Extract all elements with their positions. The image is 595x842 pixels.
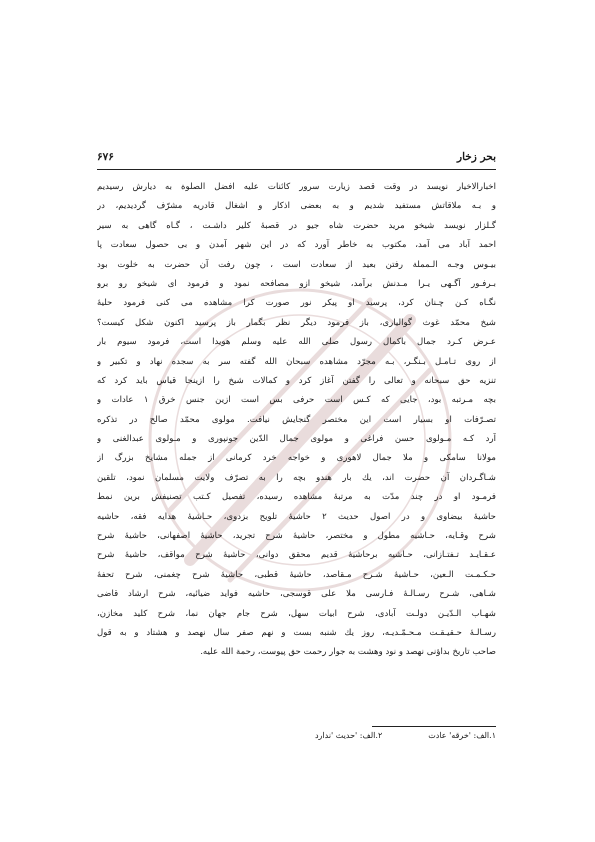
text-line: بـرفـور آگـهی یـرا مـدنش برآمد، شیخو ازو مصافحه نمود و فرمود ای شیخو رو برو — [97, 278, 496, 289]
text-line: شـاهی، شـرح رسـالـهٔ فـارسی ملا علی قوسجی، حاشیه فواید ضیائیه، شرح ارشاد قاضی — [97, 589, 496, 600]
footnotes — [97, 729, 496, 743]
text-line: مولانا سامکی و ملا جمال لاهوری و خواجه خرد کرمانی از جمله مشایخ بزرگ از — [97, 453, 496, 464]
footnote-2: ۲.الف: 'حدیث 'ندارد — [314, 731, 383, 740]
text-line: شرح وقـایه، حـاشیه مطول و مختصر، حاشیهٔ شرح تجرید، حاشیهٔ اصفهانی، حاشیهٔ شرح — [97, 531, 496, 542]
text-line: شیخ محمّد غوث گوالیاری، باز فرمود دیگر نظر بگمار باز پرسید اکنون شکل کیست؟ — [97, 317, 496, 328]
footnote-1: ۱.الف: 'خرقه' عادت — [428, 731, 496, 740]
page-number: ۶۷۶ — [97, 151, 114, 163]
text-line: نگـاه کـن چـنان کرد، پرسید او پیکر نور صورت کرا مشاهده می کنی فرمود حلیهٔ — [97, 298, 496, 309]
page-header — [97, 148, 496, 170]
text-line: گـلزار نویسد شیخو مرید حضرت شاه جیو در قصبهٔ کلیر داشـت ، گـاه گاهی به سیر — [97, 220, 496, 231]
text-line: صاحب تاریخ بداؤنی نهصد و نود وهشت به جوار رحمت حق پیوست، رحمة الله علیه. — [200, 647, 496, 658]
text-line: رسـالـهٔ حـقیـقـت مـحـمّـدیـه، روز یك شنبه بست و نهم صفر سال نهصد و هشتاد و به قول — [97, 627, 496, 638]
text-line: حاشیهٔ بیضاوی و در اصول حدیث ۲ حاشیهٔ تلویح بزدوی، حـاشیهٔ هدایه فقه، حاشیه — [97, 511, 496, 522]
text-line: و بـه ملاقاتش مستفید شدیم و به بعضی اذکار و اشغال قادریه مشرّف گردیدیم، در — [97, 201, 496, 212]
header-rule — [97, 169, 496, 170]
text-line: تصـرّفات او بسیار است این مختصر گنجایش نیافت. مولوی محمّد صالح در تذکره — [97, 414, 496, 425]
main-text — [97, 178, 496, 663]
text-line: احمد آباد می آمد، مکتوب به خاطر آورد که در این شهر آمدن و بی حصول سعادت پا — [97, 240, 496, 251]
footnote-rule — [372, 726, 496, 727]
running-title: بحر زخار — [457, 151, 496, 163]
text-line: عـرض کـرد جمال باکمال رسول صلی الله علیه وسلم هویدا است، فرمود سیوم بار — [97, 337, 496, 348]
text-line: بچه مـرتبه بود، جایی که کـس است حرفی بس است ازین جنس خرق ۱ عادات و — [97, 395, 496, 406]
text-line: بیـوس وجـه الـمملة رفتن بعید از سعادت است ، چون رفت آن حضرت به خلوت بود — [97, 259, 496, 270]
text-line: تنزیه حق سبحانه و تعالی را گفتن آغاز کرد و کمالات شیخ را ازینجا قیاس باید کرد که — [97, 375, 496, 386]
text-line: آرد کـه مـولوی حسن فراغی و مولوی جمال الدّین جونپوری و مـولوی عبدالغنی و — [97, 434, 496, 445]
text-line: فرمـود او در چند مدّت به مرتبهٔ مشاهده رسیده، تفصیل کـتب تصنیفش برین نمط — [97, 492, 496, 503]
text-line: از روی تـامـل بـنگـر، بـه مجرّد مشاهده سبحان الله گفته سر به سجده نهاد و تکبیر و — [97, 356, 496, 367]
text-line: شـاگـردان آن حضرت اند، یك بار هندو بچه را به تصرّف ولایت مسلمان نمود، تلقین — [97, 472, 496, 483]
text-line: عـقـایـد تـفتـازانی، حـاشیه برحاشیهٔ قدیم محقق دوانی، حاشیهٔ شرح مواقف، حاشیهٔ شرح — [97, 550, 496, 561]
text-line: اخبارالاخیار نویسد در وقت قصد زیارت سرور کائنات علیه افضل الصلوة به دیارش رسیدیم — [97, 182, 496, 192]
text-line: حـکـمـت الـعین، حـاشیهٔ شـرح مـقاصد، حاشیهٔ قطبی، حاشیهٔ شرح چغمنی، شرح تحفهٔ — [97, 569, 496, 580]
text-line: شهـاب الـدّیـن دولـت آبادی، شرح ابیات سهل، شرح جام جهان نما، شرح کلید مخازن، — [97, 608, 496, 619]
